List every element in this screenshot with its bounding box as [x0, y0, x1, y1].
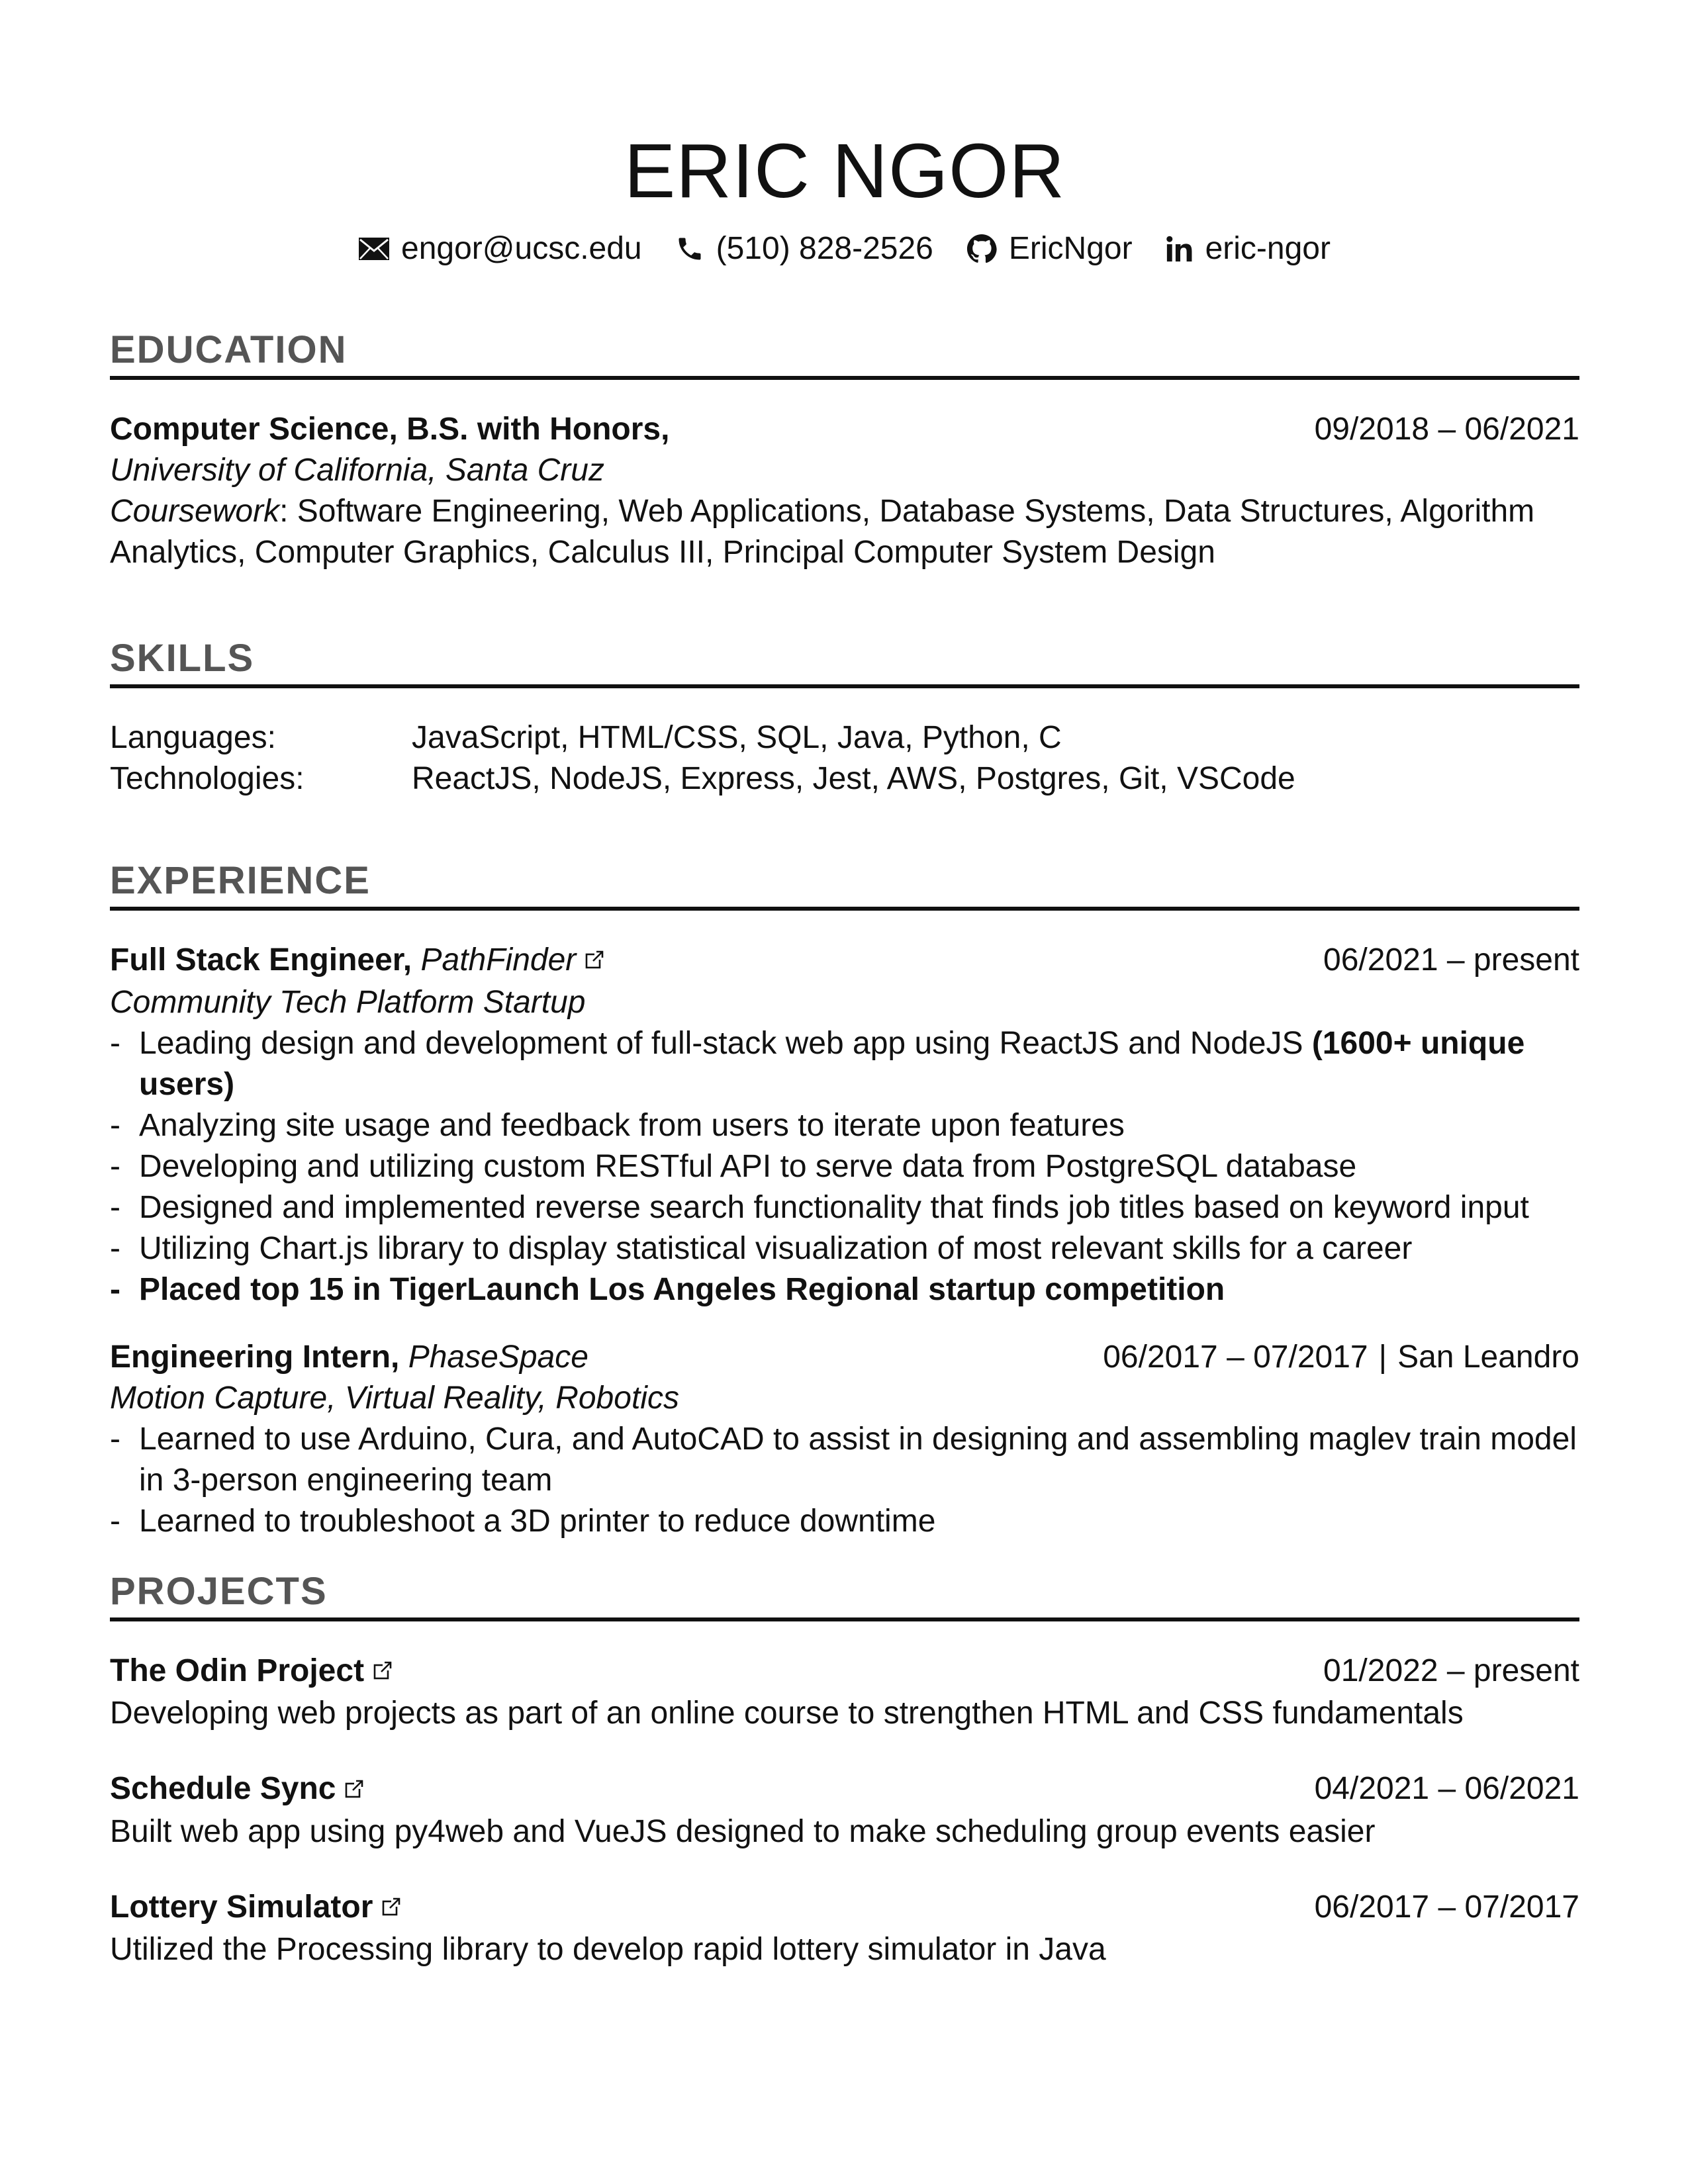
github-icon [966, 234, 997, 264]
section-title-skills: SKILLS [110, 637, 255, 680]
section-divider [110, 376, 1579, 380]
phone-text: (510) 828-2526 [716, 231, 933, 266]
section-divider [110, 1617, 1579, 1621]
bullet-highlight: (1600+ unique users) [139, 1026, 1525, 1103]
list-item: - Developing and utilizing custom RESTful API to serve data from PostgreSQL database [110, 1146, 1579, 1187]
job-location: San Leandro [1397, 1340, 1579, 1375]
project-name-link[interactable]: Schedule Sync [110, 1771, 336, 1807]
job-entry [110, 940, 1579, 1310]
job-bullets [110, 1419, 1579, 1542]
external-link-icon[interactable] [345, 1768, 363, 1809]
contact-phone[interactable] [675, 229, 933, 269]
coursework-line-2: Analytics, Computer Graphics, Calculus III, Principal Computer System Design [110, 535, 1215, 570]
job-company: PhaseSpace [408, 1340, 588, 1375]
list-item: - Learned to use Arduino, Cura, and AutoCAD to assist in designing and assembling maglev train model in 3-person engineering team [110, 1419, 1579, 1501]
email-text: engor@ucsc.edu [401, 231, 642, 266]
candidate-name: ERIC NGOR [624, 128, 1066, 214]
skills-value-technologies: ReactJS, NodeJS, Express, Jest, AWS, Postgres, Git, VSCode [412, 761, 1295, 796]
skills-grid [110, 717, 1579, 799]
job-subtitle: Community Tech Platform Startup [110, 985, 586, 1021]
section-title-education: EDUCATION [110, 328, 348, 371]
education-dates: 09/2018 – 06/2021 [1314, 412, 1579, 447]
project-name-link[interactable]: Lottery Simulator [110, 1889, 373, 1925]
contact-linkedin[interactable] [1166, 229, 1331, 269]
job-dates-location [1103, 1337, 1579, 1378]
coursework [110, 491, 1579, 532]
project-header-row [110, 1768, 1579, 1811]
job-company-link[interactable]: PathFinder [420, 942, 577, 978]
project-entry [110, 1887, 1579, 1970]
school-name: University of California, Santa Cruz [110, 453, 604, 488]
job-bullets [110, 1023, 1579, 1310]
projects-section [110, 1569, 1579, 1970]
education-header-row [110, 409, 1579, 450]
external-link-icon[interactable] [382, 1886, 400, 1927]
job-header-row [110, 1337, 1579, 1378]
project-description: Utilized the Processing library to develop rapid lottery simulator in Java [110, 1931, 1106, 1967]
list-item: - Utilizing Chart.js library to display statistical visualization of most relevant skills for a career [110, 1228, 1579, 1269]
section-divider [110, 907, 1579, 911]
list-item: - Analyzing site usage and feedback from users to iterate upon features [110, 1105, 1579, 1146]
list-item: - Learned to troubleshoot a 3D printer to reduce downtime [110, 1501, 1579, 1542]
coursework-label: Coursework [110, 494, 280, 529]
education-section [110, 327, 1579, 573]
skills-value-languages: JavaScript, HTML/CSS, SQL, Java, Python, C [412, 720, 1062, 755]
skills-label-technologies: Technologies: [110, 761, 305, 796]
skills-label-languages: Languages: [110, 720, 276, 755]
linkedin-text: eric-ngor [1205, 231, 1331, 266]
job-role: Engineering Intern, [110, 1340, 400, 1375]
project-header-row [110, 1651, 1579, 1693]
project-description: Developing web projects as part of an online course to strengthen HTML and CSS fundamentals [110, 1696, 1464, 1731]
project-header-row [110, 1887, 1579, 1929]
project-description: Built web app using py4web and VueJS designed to make scheduling group events easier [110, 1813, 1376, 1849]
separator: | [1378, 1340, 1387, 1375]
contact-email[interactable] [359, 229, 642, 269]
coursework-line-1: : Software Engineering, Web Applications, Database Systems, Data Structures, Algorithm [279, 494, 1535, 529]
job-role: Full Stack Engineer, [110, 942, 412, 978]
job-entry [110, 1337, 1579, 1542]
job-header-row [110, 940, 1579, 982]
project-entry [110, 1768, 1579, 1852]
experience-section [110, 858, 1579, 1542]
section-title-projects: PROJECTS [110, 1570, 328, 1613]
contact-bar [110, 229, 1579, 269]
project-dates: 01/2022 – present [1323, 1653, 1579, 1688]
external-link-icon[interactable] [373, 1649, 392, 1690]
list-item: - Designed and implemented reverse search functionality that finds job titles based on keyword input [110, 1187, 1579, 1228]
phone-icon [675, 234, 704, 263]
bullet-text: Leading design and development of full-stack web app using ReactJS and NodeJS [139, 1026, 1312, 1062]
skills-section [110, 635, 1579, 799]
list-item [110, 1023, 1579, 1105]
project-name-link[interactable]: The Odin Project [110, 1653, 365, 1688]
section-title-experience: EXPERIENCE [110, 859, 371, 902]
project-dates: 04/2021 – 06/2021 [1314, 1771, 1579, 1807]
project-entry [110, 1651, 1579, 1734]
job-dates: 06/2021 – present [1323, 942, 1579, 978]
project-dates: 06/2017 – 07/2017 [1314, 1889, 1579, 1925]
linkedin-icon [1166, 236, 1194, 262]
degree: Computer Science, B.S. with Honors, [110, 412, 670, 447]
list-item: - Placed top 15 in TigerLaunch Los Angeles Regional startup competition [110, 1269, 1579, 1310]
contact-github[interactable] [966, 229, 1133, 269]
section-divider [110, 684, 1579, 688]
external-link-icon[interactable] [585, 938, 604, 979]
github-text: EricNgor [1008, 231, 1133, 266]
job-dates: 06/2017 – 07/2017 [1103, 1340, 1368, 1375]
job-subtitle: Motion Capture, Virtual Reality, Robotics [110, 1381, 679, 1416]
envelope-icon [359, 238, 389, 260]
